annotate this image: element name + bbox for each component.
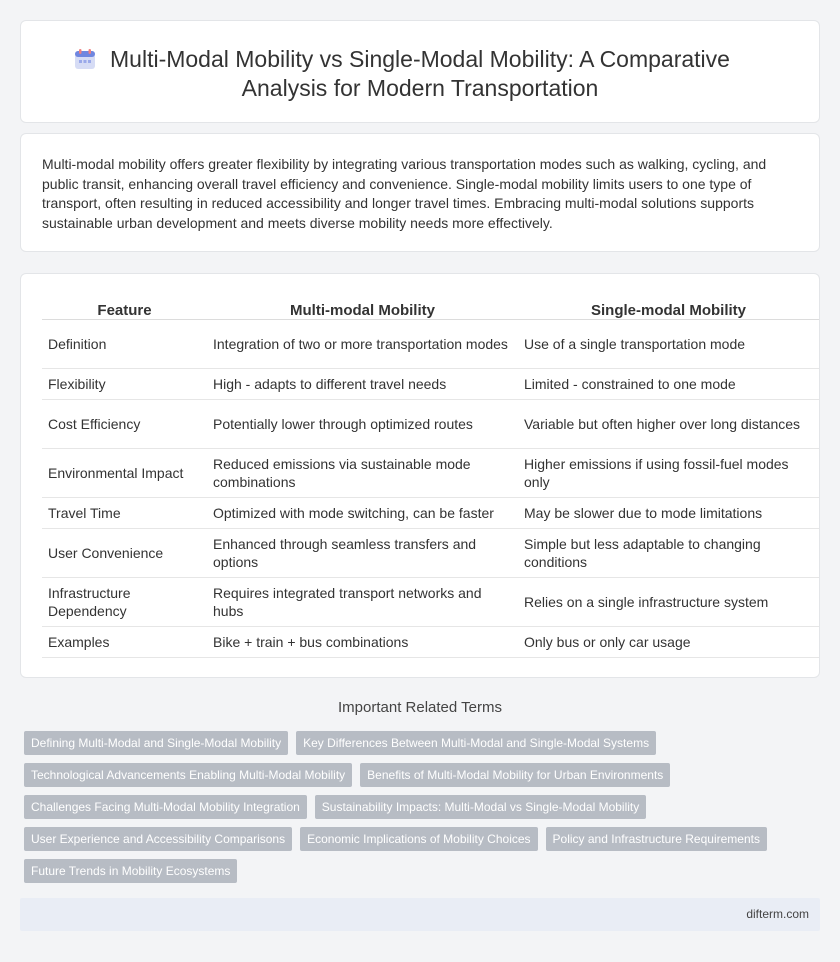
table-cell: Flexibility [42,368,207,399]
table-row [42,319,819,368]
table-cell: Enhanced through seamless transfers and options [207,528,518,577]
table-cell: Relies on a single infrastructure system [518,577,819,626]
table-cell: Infrastructure Dependency [42,577,207,626]
table-cell: Requires integrated transport networks and hubs [207,577,518,626]
related-term-tag[interactable]: Challenges Facing Multi-Modal Mobility Integration [24,795,307,819]
header-card [20,20,820,123]
table-cell: Limited - constrained to one mode [518,368,819,399]
related-term-tag[interactable]: Defining Multi-Modal and Single-Modal Mobility [24,731,288,755]
related-term-tag[interactable]: Benefits of Multi-Modal Mobility for Urban Environments [360,763,670,787]
table-cell: Travel Time [42,497,207,528]
table-cell: Variable but often higher over long distances [518,399,819,448]
related-terms-title: Important Related Terms [338,699,502,716]
comparison-card [20,273,820,678]
table-cell: User Convenience [42,528,207,577]
table-cell: May be slower due to mode limitations [518,497,819,528]
table-cell: Reduced emissions via sustainable mode combinations [207,448,518,497]
table-row [42,497,819,528]
table-cell: High - adapts to different travel needs [207,368,518,399]
page-title [21,45,819,103]
related-term-tag[interactable]: Key Differences Between Multi-Modal and Single-Modal Systems [296,731,656,755]
related-term-tag[interactable]: Policy and Infrastructure Requirements [546,827,767,851]
header-multi-modal: Multi-modal Mobility [207,296,518,319]
table-cell: Only bus or only car usage [518,626,819,657]
title-line-2: Analysis for Modern Transportation [241,75,599,101]
table-cell: Use of a single transportation mode [518,319,819,368]
intro-paragraph: Multi-modal mobility offers greater flexibility by integrating various transportation modes such as walking, cycling, and public transit, enhancing overall travel efficiency and convenience. Single-modal mobility limits users to one type of transport, often resulting in reduced accessibility and longer travel times. Embracing multi-modal solutions supports sustainable urban development and meets diverse mobility needs more effectively. [42,156,767,231]
table-cell: Cost Efficiency [42,399,207,448]
table-row [42,577,819,626]
table-cell: Potentially lower through optimized routes [207,399,518,448]
table-cell: Optimized with mode switching, can be faster [207,497,518,528]
comparison-table [42,296,819,658]
intro-card [20,133,820,252]
related-term-tag[interactable]: Sustainability Impacts: Multi-Modal vs Single-Modal Mobility [315,795,646,819]
header-single-modal: Single-modal Mobility [518,296,819,319]
table-header-row [42,296,819,319]
table-cell: Simple but less adaptable to changing conditions [518,528,819,577]
footer [20,898,820,931]
table-cell: Definition [42,319,207,368]
related-term-tag[interactable]: User Experience and Accessibility Comparisons [24,827,292,851]
table-row [42,626,819,657]
table-cell: Integration of two or more transportation modes [207,319,518,368]
table-cell: Higher emissions if using fossil-fuel modes only [518,448,819,497]
table-row [42,528,819,577]
header-feature: Feature [42,296,207,319]
table-row [42,448,819,497]
related-term-tag[interactable]: Technological Advancements Enabling Multi-Modal Mobility [24,763,352,787]
footer-site-link[interactable]: difterm.com [746,907,809,921]
related-term-tag[interactable]: Future Trends in Mobility Ecosystems [24,859,237,883]
title-line-1: Multi-Modal Mobility vs Single-Modal Mobility: A Comparative [110,46,730,72]
table-cell: Environmental Impact [42,448,207,497]
related-terms-list [24,731,804,891]
related-term-tag[interactable]: Economic Implications of Mobility Choices [300,827,537,851]
table-row [42,399,819,448]
table-cell: Examples [42,626,207,657]
table-cell: Bike + train + bus combinations [207,626,518,657]
table-row [42,368,819,399]
